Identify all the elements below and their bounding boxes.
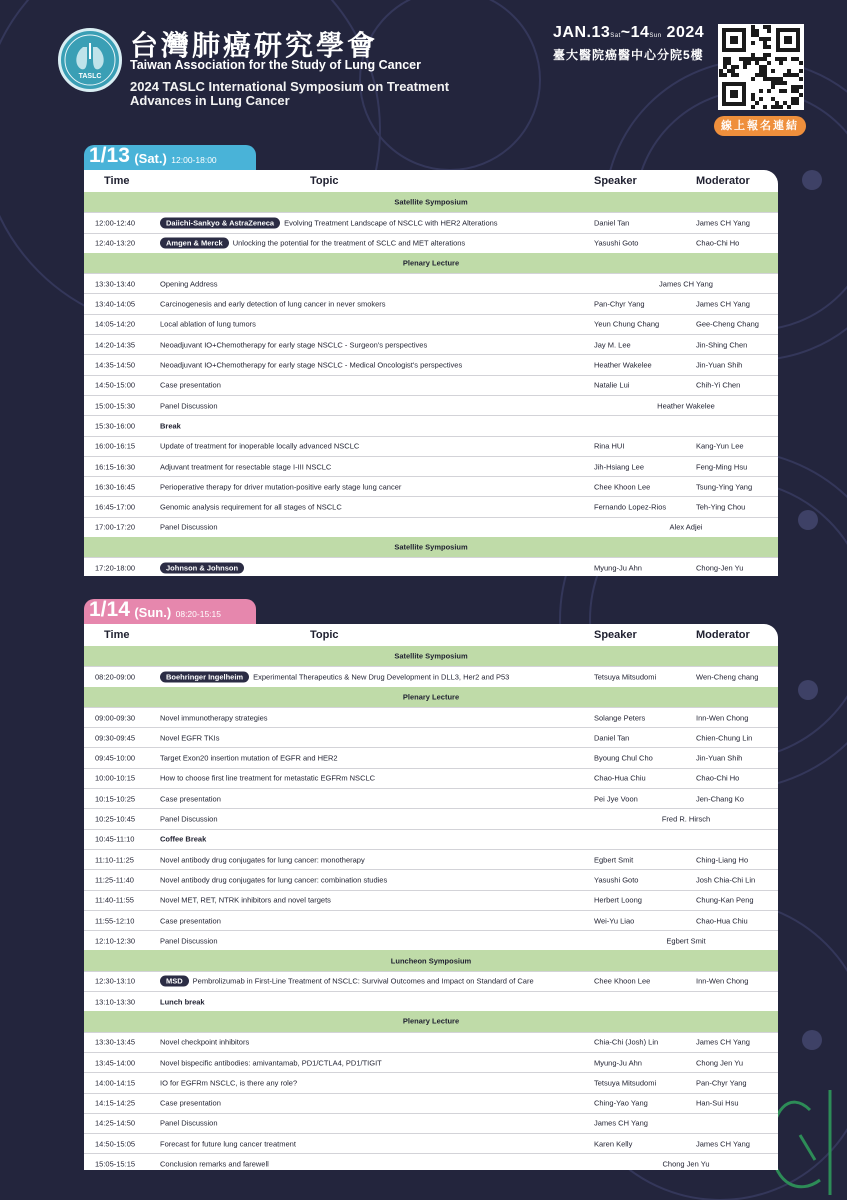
speaker: Karen Kelly	[594, 1139, 633, 1149]
moderator: Gee-Cheng Chang	[696, 319, 759, 329]
speaker: Herbert Loong	[594, 895, 642, 905]
session-time: 14:50-15:05	[95, 1139, 136, 1149]
table-row	[84, 395, 778, 415]
table-row	[84, 273, 778, 293]
day2-schedule-table	[84, 624, 778, 1170]
moderator: Josh Chia-Chi Lin	[696, 875, 756, 885]
speaker: Tetsuya Mitsudomi	[594, 672, 657, 682]
session-time: 12:40-13:20	[95, 238, 136, 248]
table-row	[84, 869, 778, 889]
session-time: 12:00-12:40	[95, 218, 136, 228]
topic-text: Novel antibody drug conjugates for lung cancer: monotherapy	[160, 855, 365, 865]
table-row	[84, 293, 778, 313]
table-row	[84, 910, 778, 930]
topic-text: Opening Address	[160, 279, 218, 289]
topic-text: Forecast for future lung cancer treatment	[160, 1139, 296, 1149]
table-row	[84, 727, 778, 747]
session-topic	[160, 936, 218, 945]
section-row	[84, 950, 778, 970]
session-topic	[160, 815, 218, 824]
topic-text: Evolving Treatment Landscape of NSCLC with HER2 Alterations	[284, 218, 498, 228]
day2-tab	[84, 599, 256, 625]
moderator: James CH Yang	[696, 1037, 750, 1047]
event-venue: 臺大醫院癌醫中心分院5樓	[553, 48, 704, 62]
moderator: James CH Yang	[696, 299, 750, 309]
session-topic	[160, 754, 338, 763]
session-topic	[160, 733, 219, 742]
session-time: 16:15-16:30	[95, 462, 136, 471]
col-speaker: Speaker	[594, 175, 637, 187]
speaker: Jih-Hsiang Lee	[594, 462, 645, 471]
moderator: Chao-Hua Chiu	[696, 916, 748, 925]
speaker: Jay M. Lee	[594, 340, 631, 350]
session-topic	[160, 279, 218, 288]
speaker: Chia-Chi (Josh) Lin	[594, 1037, 659, 1047]
event-date: JAN.13Sat~14Sun 2024	[553, 24, 705, 41]
topic-text: Carcinogenesis and early detection of lung cancer in never smokers	[160, 299, 386, 309]
session-time: 11:25-11:40	[95, 875, 134, 885]
moderator: Chao-Chi Ho	[696, 773, 740, 783]
table-row	[84, 314, 778, 334]
speaker-moderator: Heather Wakelee	[657, 401, 715, 411]
speaker-moderator: Egbert Smit	[666, 936, 706, 946]
day2-date: 1/14	[89, 598, 130, 621]
day2-time-range: 08:20-15:15	[175, 609, 221, 619]
session-time: 10:00-10:15	[95, 773, 136, 783]
table-header	[84, 170, 778, 192]
speaker: Daniel Tan	[594, 733, 630, 743]
session-time: 12:10-12:30	[95, 936, 136, 946]
session-time: 13:45-14:00	[95, 1058, 136, 1068]
day2-rows	[84, 646, 778, 1174]
speaker: Wei-Yu Liao	[594, 916, 635, 925]
topic-text: Novel MET, RET, NTRK inhibitors and novel targets	[160, 895, 331, 905]
session-time: 14:00-14:15	[95, 1078, 136, 1088]
col-speaker: Speaker	[594, 629, 637, 641]
session-topic	[160, 238, 465, 249]
table-row	[84, 354, 778, 374]
moderator: Ching-Liang Ho	[696, 855, 749, 865]
topic-text: Case presentation	[160, 1098, 221, 1108]
session-time: 17:00-17:20	[95, 522, 136, 532]
sponsor-badge: Amgen & Merck	[160, 238, 229, 249]
day2-weekday: (Sun.)	[134, 605, 172, 620]
moderator: Chien-Chung Lin	[696, 733, 753, 743]
moderator: Chong Jen Yu	[696, 1058, 743, 1068]
logo-text: TASLC	[78, 73, 102, 80]
day1-weekday: (Sat.)	[134, 151, 167, 166]
session-topic	[160, 1099, 221, 1108]
table-row	[84, 517, 778, 537]
session-topic	[160, 1160, 269, 1169]
header	[0, 0, 847, 140]
topic-text: Lunch break	[160, 997, 205, 1007]
speaker: Rina HUI	[594, 441, 625, 451]
org-name-english: Taiwan Association for the Study of Lung Cancer	[130, 58, 421, 72]
sponsor-badge: MSD	[160, 976, 189, 987]
table-header	[84, 624, 778, 646]
topic-text: Novel antibody drug conjugates for lung cancer: combination studies	[160, 875, 388, 885]
sponsor-badge: Johnson & Johnson	[160, 562, 244, 573]
day1-schedule-table	[84, 170, 778, 576]
moderator: Teh-Ying Chou	[696, 502, 746, 512]
session-time: 16:00-16:15	[95, 441, 136, 451]
session-topic	[160, 361, 462, 370]
session-time: 13:40-14:05	[95, 299, 136, 309]
speaker: Tetsuya Mitsudomi	[594, 1078, 657, 1088]
topic-text: Novel immunotherapy strategies	[160, 713, 268, 723]
section-row	[84, 253, 778, 273]
topic-text: Case presentation	[160, 916, 221, 925]
session-topic	[160, 1078, 297, 1087]
speaker: Ching-Yao Yang	[594, 1098, 648, 1108]
moderator: Inn-Wen Chong	[696, 976, 749, 986]
topic-text: How to choose first line treatment for metastatic EGFRm NSCLC	[160, 773, 376, 783]
table-row	[84, 747, 778, 767]
col-topic: Topic	[310, 175, 339, 187]
session-time: 16:45-17:00	[95, 502, 136, 512]
section-title: Plenary Lecture	[402, 692, 460, 702]
topic-text: Conclusion remarks and farewell	[160, 1159, 269, 1169]
session-time: 14:25-14:50	[95, 1118, 136, 1128]
table-row	[84, 1052, 778, 1072]
session-topic	[160, 896, 331, 905]
speaker: Pei Jye Voon	[594, 794, 638, 804]
col-time: Time	[104, 629, 130, 641]
section-row	[84, 1011, 778, 1031]
session-time: 15:30-16:00	[95, 421, 136, 431]
speaker: Chao-Hua Chiu	[594, 773, 646, 783]
col-moderator: Moderator	[696, 629, 750, 641]
moderator: Han-Sui Hsu	[696, 1098, 739, 1108]
session-time: 15:05-15:15	[95, 1159, 136, 1169]
session-time: 09:00-09:30	[95, 713, 136, 723]
session-topic	[160, 523, 218, 532]
topic-text: Case presentation	[160, 380, 221, 390]
table-row	[84, 808, 778, 828]
topic-text: Panel Discussion	[160, 401, 218, 411]
session-topic	[160, 482, 401, 491]
session-topic	[160, 774, 375, 783]
topic-text: Panel Discussion	[160, 936, 218, 946]
session-topic	[160, 855, 365, 864]
moderator: Jin-Shing Chen	[696, 340, 748, 350]
table-row	[84, 890, 778, 910]
moderator: Jin-Yuan Shih	[696, 753, 743, 763]
session-time: 14:05-14:20	[95, 319, 136, 329]
table-row	[84, 829, 778, 849]
session-topic	[160, 562, 248, 573]
session-time: 14:20-14:35	[95, 340, 136, 350]
session-time: 10:25-10:45	[95, 814, 136, 824]
topic-text: Target Exon20 insertion mutation of EGFR and HER2	[160, 753, 338, 763]
table-row	[84, 496, 778, 516]
table-row	[84, 436, 778, 456]
table-row	[84, 415, 778, 435]
topic-text: Novel checkpoint inhibitors	[160, 1037, 250, 1047]
topic-text: Update of treatment for inoperable locally advanced NSCLC	[160, 441, 360, 451]
session-time: 11:55-12:10	[95, 916, 135, 925]
speaker-moderator: Fred R. Hirsch	[661, 814, 711, 824]
day1-date: 1/13	[89, 144, 130, 167]
section-title: Plenary Lecture	[402, 258, 460, 268]
table-row	[84, 1032, 778, 1052]
session-topic	[160, 421, 181, 430]
speaker: Yasushi Goto	[594, 875, 639, 885]
speaker: James CH Yang	[594, 1118, 648, 1128]
section-row	[84, 687, 778, 707]
session-topic	[160, 320, 256, 329]
speaker: Heather Wakelee	[594, 360, 652, 370]
speaker: Myung-Ju Ahn	[594, 1058, 642, 1068]
topic-text: Genomic analysis requirement for all stages of NSCLC	[160, 502, 342, 512]
org-name-chinese: 台灣肺癌研究學會	[130, 30, 379, 61]
table-row	[84, 212, 778, 232]
col-time: Time	[104, 175, 130, 187]
session-time: 11:10-11:25	[95, 855, 134, 865]
speaker-moderator: Chong Jen Yu	[662, 1159, 710, 1169]
speaker: Yasushi Goto	[594, 238, 639, 248]
speaker: Yeun Chung Chang	[594, 319, 660, 329]
session-time: 10:15-10:25	[95, 794, 136, 804]
moderator: Chung-Kan Peng	[696, 895, 754, 905]
session-topic	[160, 1038, 249, 1047]
session-topic	[160, 401, 218, 410]
session-time: 13:10-13:30	[95, 997, 136, 1007]
speaker: Fernando Lopez-Rios	[594, 502, 667, 512]
col-topic: Topic	[310, 629, 339, 641]
moderator: Feng-Ming Hsu	[696, 462, 748, 471]
session-topic	[160, 976, 534, 987]
section-title: Satellite Symposium	[394, 651, 468, 661]
sponsor-badge: Boehringer Ingelheim	[160, 671, 249, 682]
table-row	[84, 1133, 778, 1153]
session-time: 13:30-13:45	[95, 1037, 136, 1047]
section-title: Luncheon Symposium	[390, 956, 472, 966]
topic-text: Neoadjuvant IO+Chemotherapy for early stage NSCLC - Surgeon's perspectives	[160, 340, 428, 350]
speaker: Solange Peters	[594, 713, 646, 723]
speaker: Natalie Lui	[594, 380, 630, 390]
session-time: 08:20-09:00	[95, 672, 136, 682]
session-topic	[160, 503, 342, 512]
speaker: Chee Khoon Lee	[594, 482, 651, 492]
topic-text: Perioperative therapy for driver mutation-positive early stage lung cancer	[160, 482, 402, 492]
taslc-logo	[58, 28, 122, 92]
moderator: Chao-Chi Ho	[696, 238, 740, 248]
session-topic	[160, 1119, 218, 1128]
session-time: 13:30-13:40	[95, 279, 136, 289]
topic-text: Experimental Therapeutics & New Drug Development in DLL3, Her2 and P53	[253, 672, 510, 682]
session-topic	[160, 671, 509, 682]
table-row	[84, 1093, 778, 1113]
table-row	[84, 971, 778, 991]
qr-code[interactable]	[718, 24, 804, 110]
topic-text: Panel Discussion	[160, 522, 218, 532]
topic-text: Panel Discussion	[160, 814, 218, 824]
moderator: Tsung-Ying Yang	[696, 482, 753, 492]
section-row	[84, 192, 778, 212]
speaker: Daniel Tan	[594, 218, 630, 228]
register-link-button[interactable]: 線上報名連結	[714, 116, 806, 136]
topic-text: Coffee Break	[160, 834, 207, 844]
session-topic	[160, 997, 205, 1006]
session-time: 14:15-14:25	[95, 1098, 136, 1108]
session-time: 17:20-18:00	[95, 563, 136, 573]
table-row	[84, 849, 778, 869]
table-row	[84, 375, 778, 395]
session-topic	[160, 217, 498, 228]
table-row	[84, 334, 778, 354]
speaker: Myung-Ju Ahn	[594, 563, 642, 573]
topic-text: Break	[160, 421, 181, 431]
topic-text: Panel Discussion	[160, 1118, 218, 1128]
speaker: Pan-Chyr Yang	[594, 299, 645, 309]
moderator: Chong-Jen Yu	[696, 563, 744, 573]
day1-time-range: 12:00-18:00	[171, 155, 217, 165]
session-time: 16:30-16:45	[95, 482, 136, 492]
day1-tab	[84, 145, 256, 171]
table-row	[84, 233, 778, 253]
speaker: Chee Khoon Lee	[594, 976, 651, 986]
event-title: 2024 TASLC International Symposium on Treatment Advances in Lung Cancer	[130, 79, 450, 108]
section-title: Satellite Symposium	[394, 542, 468, 552]
topic-text: Adjuvant treatment for resectable stage I-III NSCLC	[160, 462, 332, 471]
section-title: Plenary Lecture	[402, 1016, 460, 1026]
moderator: Wen-Cheng chang	[696, 672, 759, 682]
session-topic	[160, 300, 386, 309]
moderator: Jin-Yuan Shih	[696, 360, 743, 370]
session-topic	[160, 1058, 382, 1067]
session-topic	[160, 916, 221, 925]
table-row	[84, 707, 778, 727]
section-row	[84, 646, 778, 666]
topic-text: Case presentation	[160, 794, 221, 804]
session-topic	[160, 381, 221, 390]
moderator: James CH Yang	[696, 218, 750, 228]
table-row	[84, 1113, 778, 1133]
table-row	[84, 476, 778, 496]
session-topic	[160, 1139, 296, 1148]
moderator: Inn-Wen Chong	[696, 713, 749, 723]
col-moderator: Moderator	[696, 175, 750, 187]
moderator: Jen-Chang Ko	[696, 794, 744, 804]
topic-text: Novel bispecific antibodies: amivantamab, PD1/CTLA4, PD1/TIGIT	[160, 1058, 382, 1068]
session-time: 10:45-11:10	[95, 834, 135, 844]
session-time: 14:35-14:50	[95, 360, 136, 370]
speaker-moderator: Alex Adjei	[669, 522, 703, 532]
topic-text: Novel EGFR TKIs	[160, 733, 220, 743]
topic-text: Pembrolizumab in First-Line Treatment of NSCLC: Survival Outcomes and Impact on Standard of Care	[192, 976, 534, 986]
table-row	[84, 768, 778, 788]
session-topic	[160, 835, 206, 844]
table-row	[84, 930, 778, 950]
speaker: Egbert Smit	[594, 855, 634, 865]
session-time: 12:30-13:10	[95, 976, 136, 986]
topic-text: IO for EGFRm NSCLC, is there any role?	[160, 1078, 298, 1088]
day1-rows	[84, 192, 778, 578]
topic-text: Local ablation of lung tumors	[160, 319, 256, 329]
moderator: Chih-Yi Chen	[696, 380, 741, 390]
topic-text: Unlocking the potential for the treatment of SCLC and MET alterations	[232, 238, 466, 248]
session-topic	[160, 713, 268, 722]
table-row	[84, 666, 778, 686]
session-topic	[160, 794, 221, 803]
topic-text: Neoadjuvant IO+Chemotherapy for early stage NSCLC - Medical Oncologist's perspectives	[160, 360, 463, 370]
table-row	[84, 788, 778, 808]
table-row	[84, 456, 778, 476]
section-title: Satellite Symposium	[394, 197, 468, 207]
table-row	[84, 557, 778, 577]
moderator: Pan-Chyr Yang	[696, 1078, 747, 1088]
session-time: 09:30-09:45	[95, 733, 136, 743]
table-row	[84, 1153, 778, 1173]
session-topic	[160, 462, 331, 471]
table-row	[84, 991, 778, 1011]
session-time: 14:50-15:00	[95, 380, 136, 390]
sponsor-badge: Daiichi-Sankyo & AstraZeneca	[160, 217, 280, 228]
moderator: Kang-Yun Lee	[696, 441, 744, 451]
speaker: Byoung Chul Cho	[594, 753, 653, 763]
speaker-moderator: James CH Yang	[659, 279, 713, 289]
section-row	[84, 537, 778, 557]
session-time: 11:40-11:55	[95, 895, 134, 905]
moderator: James CH Yang	[696, 1139, 750, 1149]
session-topic	[160, 442, 359, 451]
session-topic	[160, 875, 387, 884]
session-time: 09:45-10:00	[95, 753, 136, 763]
session-topic	[160, 340, 427, 349]
table-row	[84, 1072, 778, 1092]
session-time: 15:00-15:30	[95, 401, 136, 411]
